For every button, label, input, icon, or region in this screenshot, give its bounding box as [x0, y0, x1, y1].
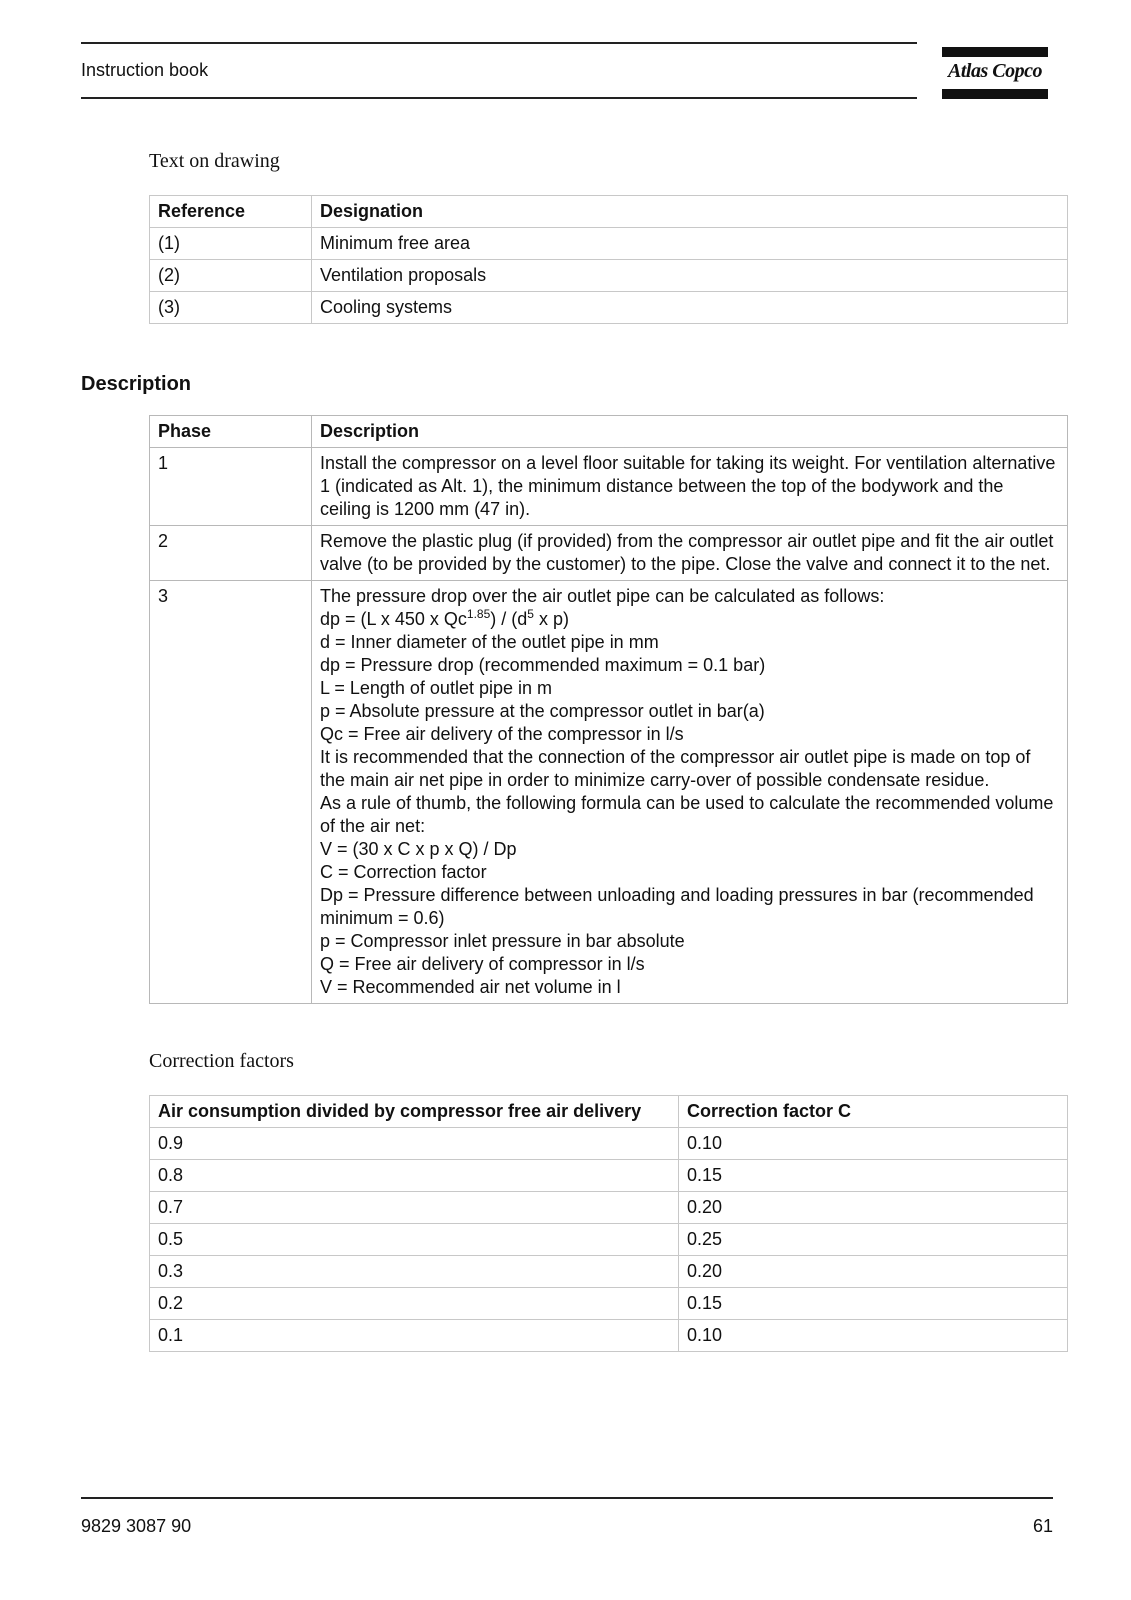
description-line: p = Compressor inlet pressure in bar absolute — [320, 931, 685, 951]
pressure-drop-formula — [320, 608, 1059, 631]
description-line: C = Correction factor — [320, 862, 487, 882]
header-title: Instruction book — [81, 60, 209, 80]
column-header-designation: Designation — [312, 196, 1068, 228]
factor-cell: 0.20 — [679, 1256, 1068, 1288]
phase-cell: 3 — [150, 581, 312, 1004]
formula-part: dp = (L x 450 x Qc — [320, 609, 467, 629]
description-cell: Remove the plastic plug (if provided) from the compressor air outlet pipe and fit the air outlet valve (to be provided by the customer) to the pipe. Close the valve and connect it to the net. — [312, 526, 1068, 581]
ratio-cell: 0.8 — [150, 1160, 679, 1192]
reference-cell: (2) — [150, 260, 312, 292]
section-heading-description: Description — [81, 373, 192, 395]
table-header-row — [150, 196, 1068, 228]
table-row — [150, 228, 1068, 260]
factor-cell: 0.15 — [679, 1288, 1068, 1320]
description-line: It is recommended that the connection of the compressor air outlet pipe is made on top of the main air net pipe in order to minimize carry-over of possible condensate residue. — [320, 747, 1031, 790]
reference-cell: (3) — [150, 292, 312, 324]
ratio-cell: 0.2 — [150, 1288, 679, 1320]
designation-cell: Minimum free area — [312, 228, 1068, 260]
table-row — [150, 292, 1068, 324]
description-line: p = Absolute pressure at the compressor outlet in bar(a) — [320, 701, 765, 721]
table-row — [150, 1128, 1068, 1160]
ratio-cell: 0.9 — [150, 1128, 679, 1160]
table-row — [150, 526, 1068, 581]
factor-cell: 0.10 — [679, 1320, 1068, 1352]
column-header-description: Description — [312, 416, 1068, 448]
table-row — [150, 1224, 1068, 1256]
column-header-air-consumption: Air consumption divided by compressor free air delivery — [150, 1096, 679, 1128]
ratio-cell: 0.7 — [150, 1192, 679, 1224]
logo-bottom-bar — [942, 89, 1048, 99]
brand-logo — [942, 47, 1048, 99]
factor-cell: 0.10 — [679, 1128, 1068, 1160]
drawing-table — [149, 195, 1068, 324]
logo-wordmark: Atlas Copco — [948, 60, 1042, 82]
formula-part: ) / (d — [490, 609, 528, 629]
logo-top-bar — [942, 47, 1048, 57]
phase-cell: 2 — [150, 526, 312, 581]
table-row — [150, 260, 1068, 292]
table-row — [150, 1320, 1068, 1352]
description-line: Q = Free air delivery of compressor in l/s — [320, 954, 645, 974]
table-header-row — [150, 416, 1068, 448]
description-line: d = Inner diameter of the outlet pipe in mm — [320, 632, 659, 652]
table-row — [150, 448, 1068, 526]
description-cell: Install the compressor on a level floor suitable for taking its weight. For ventilation alternative 1 (indicated as Alt. 1), the minimum distance between the top of the bodywork and the ceiling is 1200 mm (47 in). — [312, 448, 1068, 526]
description-line: dp = Pressure drop (recommended maximum = 0.1 bar) — [320, 655, 766, 675]
table-row — [150, 1288, 1068, 1320]
column-header-reference: Reference — [150, 196, 312, 228]
table-row — [150, 1160, 1068, 1192]
description-line: As a rule of thumb, the following formula can be used to calculate the recommended volume of the air net: — [320, 793, 1054, 836]
formula-part: x p) — [533, 609, 569, 629]
formula-exponent: 5 — [527, 607, 534, 621]
description-cell — [312, 581, 1068, 1004]
correction-caption: Correction factors — [149, 1050, 294, 1072]
header-bottom-rule — [81, 97, 917, 99]
column-header-phase: Phase — [150, 416, 312, 448]
description-table — [149, 415, 1068, 1004]
description-line: Qc = Free air delivery of the compressor in l/s — [320, 724, 684, 744]
table-header-row — [150, 1096, 1068, 1128]
ratio-cell: 0.5 — [150, 1224, 679, 1256]
footer-rule — [81, 1497, 1053, 1499]
column-header-correction-factor: Correction factor C — [679, 1096, 1068, 1128]
description-line: Dp = Pressure difference between unloading and loading pressures in bar (recommended minimum = 0.6) — [320, 885, 1034, 928]
reference-cell: (1) — [150, 228, 312, 260]
header-top-rule — [81, 42, 917, 44]
ratio-cell: 0.3 — [150, 1256, 679, 1288]
description-line: V = Recommended air net volume in l — [320, 977, 621, 997]
table-row — [150, 1192, 1068, 1224]
table-row — [150, 1256, 1068, 1288]
factor-cell: 0.15 — [679, 1160, 1068, 1192]
factor-cell: 0.25 — [679, 1224, 1068, 1256]
correction-table — [149, 1095, 1068, 1352]
designation-cell: Cooling systems — [312, 292, 1068, 324]
designation-cell: Ventilation proposals — [312, 260, 1068, 292]
table-row — [150, 581, 1068, 1004]
drawing-caption: Text on drawing — [149, 150, 280, 172]
description-line: L = Length of outlet pipe in m — [320, 678, 552, 698]
factor-cell: 0.20 — [679, 1192, 1068, 1224]
formula-exponent: 1.85 — [466, 607, 491, 621]
document-number: 9829 3087 90 — [81, 1516, 192, 1536]
formula-intro: The pressure drop over the air outlet pipe can be calculated as follows: — [320, 586, 885, 606]
page-number: 61 — [1032, 1516, 1053, 1536]
ratio-cell: 0.1 — [150, 1320, 679, 1352]
description-line: V = (30 x C x p x Q) / Dp — [320, 839, 517, 859]
phase-cell: 1 — [150, 448, 312, 526]
